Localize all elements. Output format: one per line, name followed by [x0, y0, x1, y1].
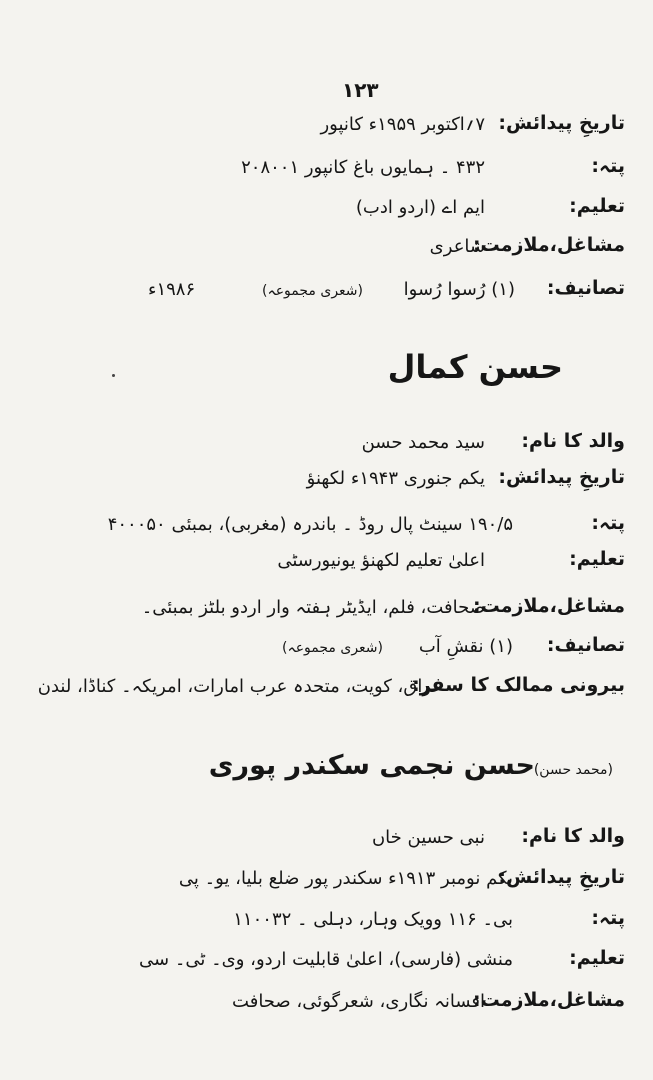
entry2-occupation-label: مشاغل،ملازمت:: [473, 595, 625, 617]
entry3-address-label: پتہ:: [591, 907, 625, 929]
entry1-works-year: ۱۹۸۶ء: [148, 279, 196, 300]
entry1-works-note: (شعری مجموعہ): [262, 283, 363, 299]
entry2-father-label: والد کا نام:: [521, 430, 625, 452]
entry1-education-value: ایم اے (اردو ادب): [355, 197, 485, 218]
entry3-father-label: والد کا نام:: [521, 825, 625, 847]
entry1-dob-value: ۷؍اکتوبر ۱۹۵۹ء کانپور: [320, 114, 485, 135]
entry3-dob-value: یکم نومبر ۱۹۱۳ء سکندر پور ضلع بلیا، یو۔ پی: [178, 868, 513, 889]
entry3-father-value: نبی حسین خاں: [371, 827, 485, 848]
entry1-dob-label: تاریخِ پیدائش:: [498, 112, 625, 134]
entry3-dob-label: تاریخِ پیدائش:: [498, 866, 625, 888]
entry2-works-value: (۱) نقشِ آب: [418, 636, 513, 657]
entry1-address-label: پتہ:: [591, 155, 625, 177]
entry3-occupation-value: افسانہ نگاری، شعرگوئی، صحافت: [232, 991, 485, 1012]
entry1-occupation-value: شاعری: [429, 236, 485, 257]
entry2-works-note: (شعری مجموعہ): [282, 640, 383, 656]
entry2-education-value: اعلیٰ تعلیم لکھنؤ یونیورسٹی: [277, 550, 485, 571]
entry2-travel-value: عراق، کویت، متحدہ عرب امارات، امریکہ۔ کناڈا، لندن: [37, 676, 443, 697]
entry1-address-value: ۴۳۲ ۔ ہمایوں باغ کانپور ۲۰۸۰۰۱: [241, 157, 485, 178]
entry3-alias: (محمد حسن): [533, 762, 613, 778]
entry2-address-value: ۱۹۰/۵ سینٹ پال روڈ ۔ باندرہ (مغربی)، بمبئی ۴۰۰۰۵۰: [107, 514, 513, 535]
entry2-travel-label: بیرونی ممالک کا سفر:: [412, 674, 625, 696]
entry3-education-value: منشی (فارسی)، اعلیٰ قابلیت اردو، وی۔ ٹی۔ سی: [139, 949, 513, 970]
entry2-occupation-value: صحافت، فلم، ایڈیٹر ہفتہ وار اردو بلٹز بمبئی۔: [141, 597, 485, 618]
entry2-father-value: سید محمد حسن: [361, 432, 485, 453]
entry1-education-label: تعلیم:: [569, 195, 625, 217]
entry1-occupation-label: مشاغل،ملازمت:: [473, 234, 625, 256]
entry2-name: حسن کمال: [387, 348, 563, 386]
entry3-education-label: تعلیم:: [569, 947, 625, 969]
entry2-works-label: تصانیف:: [546, 634, 625, 656]
entry1-works-value: (۱) رُسوا رُسوا: [403, 279, 515, 300]
entry2-address-label: پتہ:: [591, 512, 625, 534]
entry2-education-label: تعلیم:: [569, 548, 625, 570]
entry3-address-value: بی۔ ۱۱۶ وویک وہار، دہلی ۔ ۱۱۰۰۳۲: [233, 909, 513, 930]
entry3-occupation-label: مشاغل،ملازمت:: [473, 989, 625, 1011]
stray-mark: [112, 374, 115, 377]
entry3-name: حسن نجمی سکندر پوری: [208, 750, 535, 781]
entry2-dob-value: یکم جنوری ۱۹۴۳ء لکھنؤ: [306, 468, 485, 489]
entry1-works-label: تصانیف:: [546, 277, 625, 299]
page-number: ۱۲۳: [342, 78, 379, 102]
entry2-dob-label: تاریخِ پیدائش:: [498, 466, 625, 488]
